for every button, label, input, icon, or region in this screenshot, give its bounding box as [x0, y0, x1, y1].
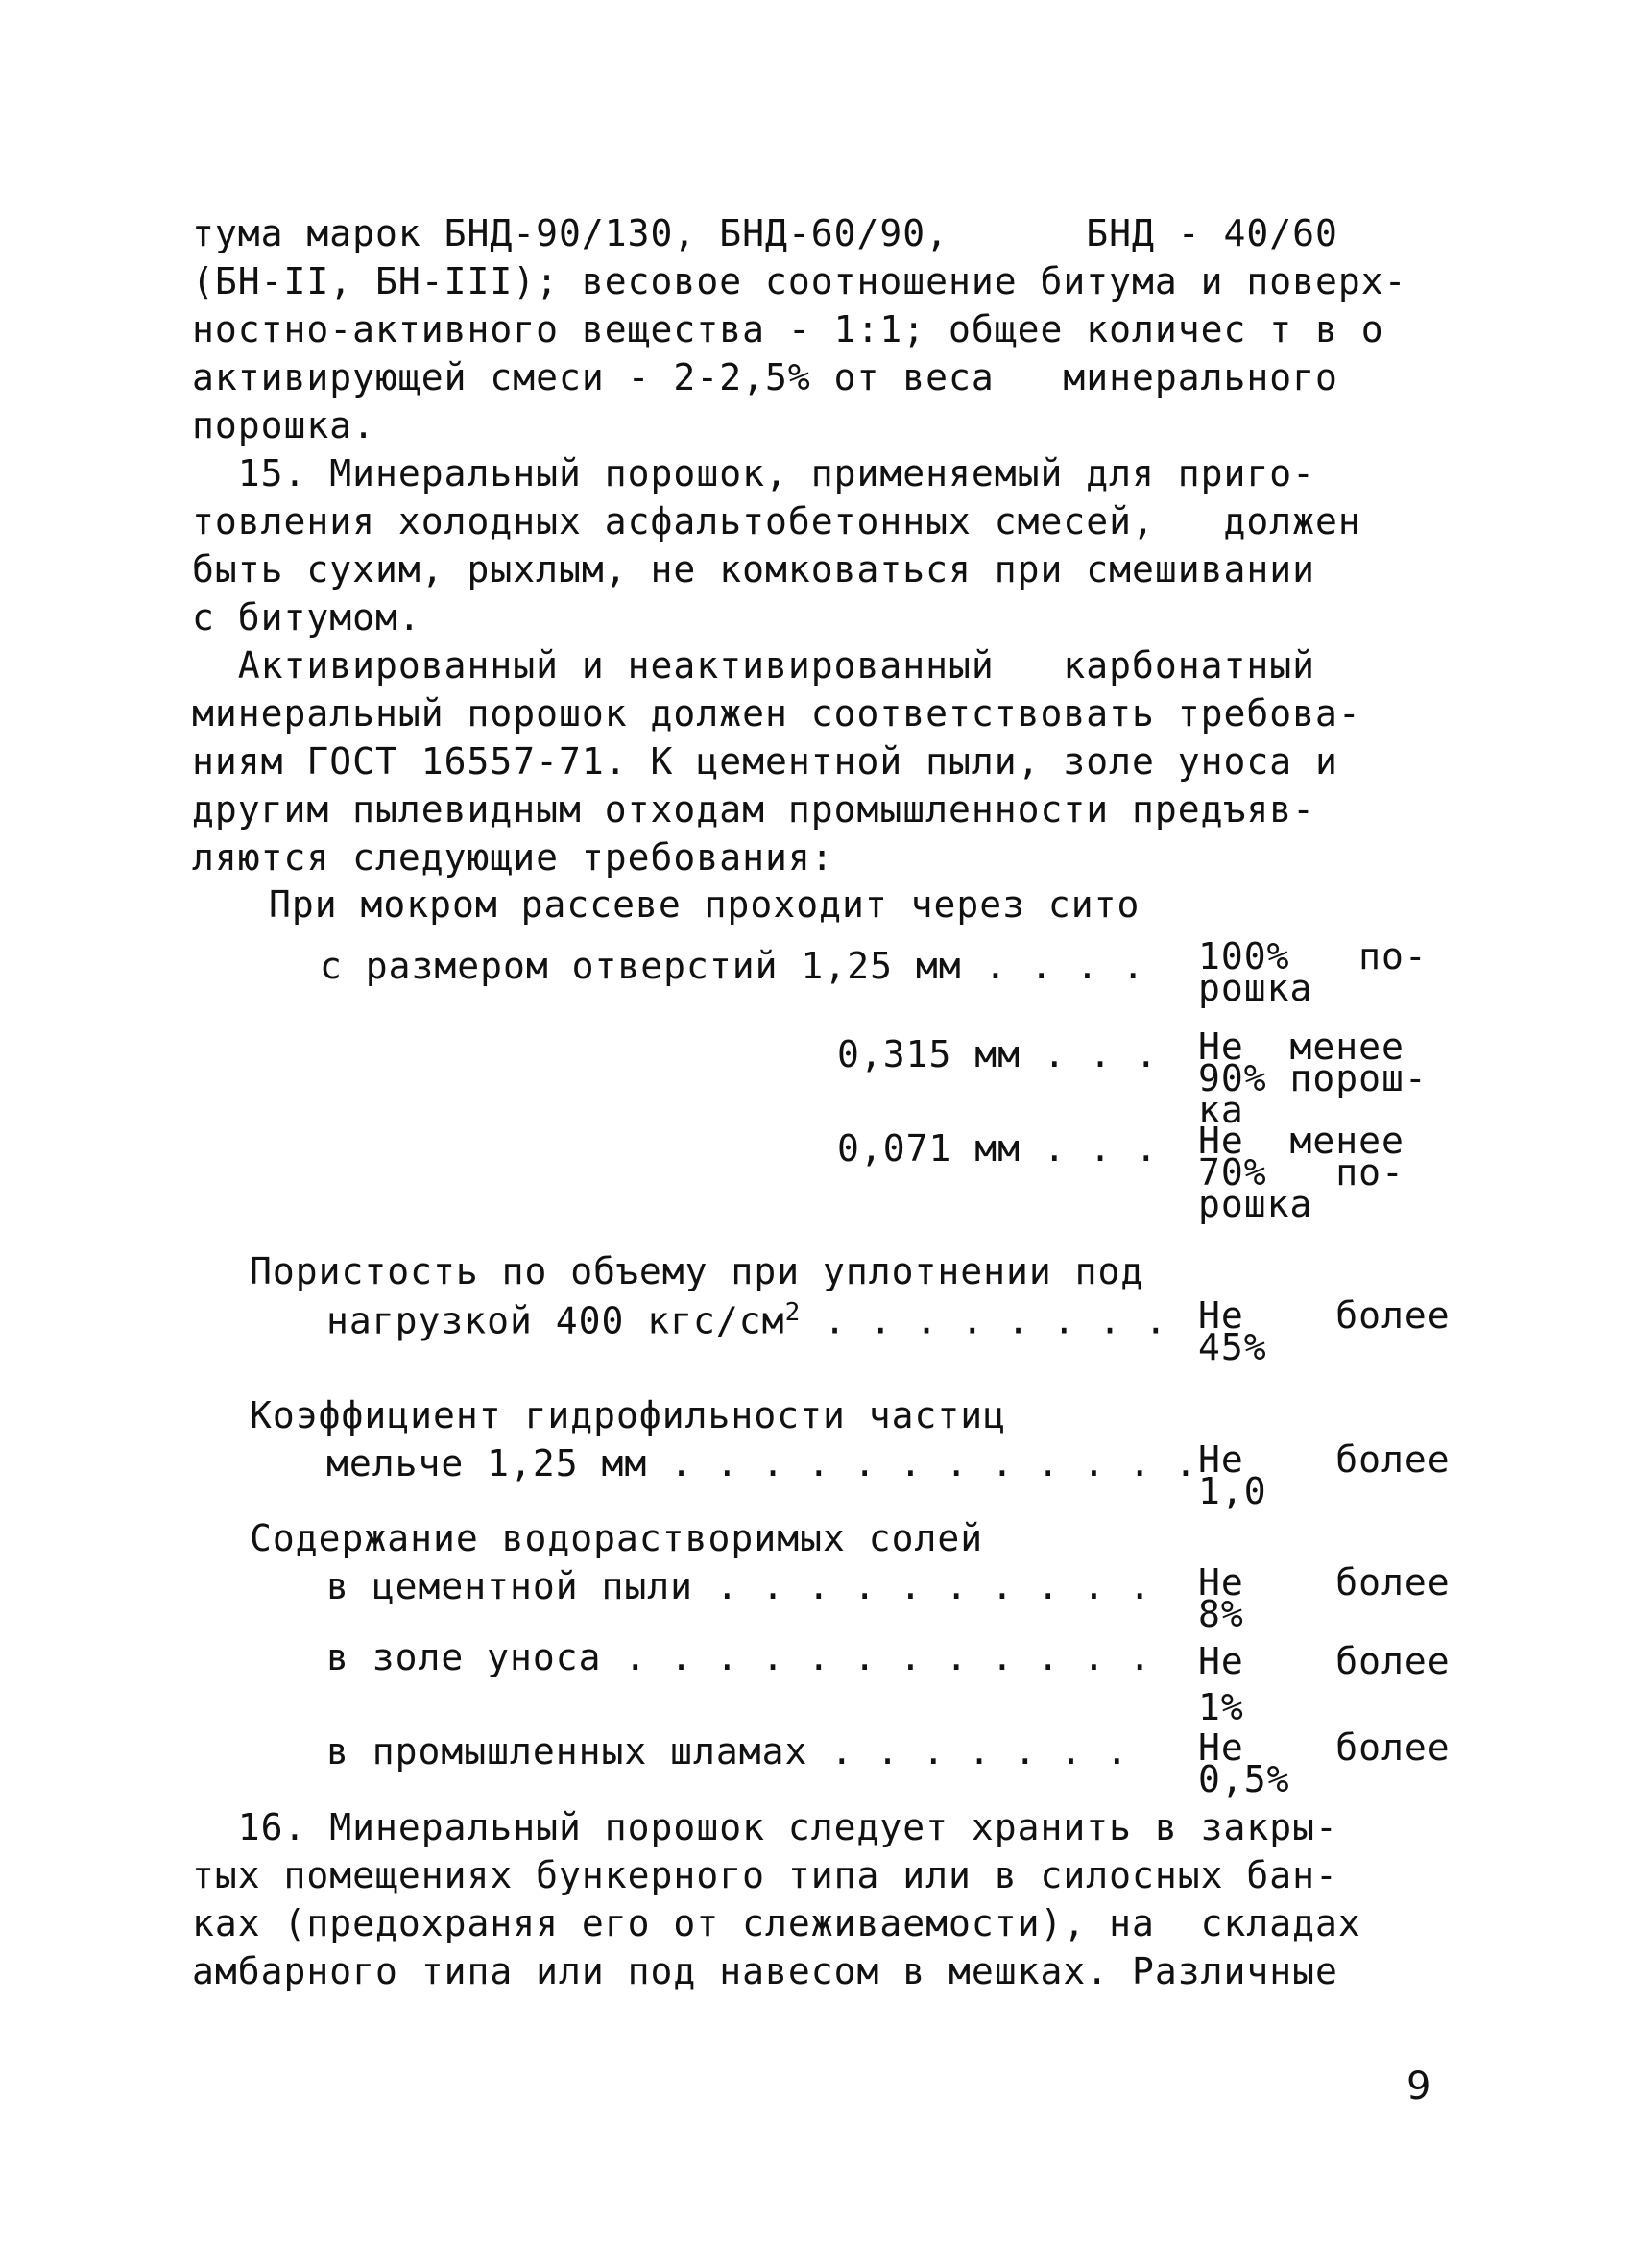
text-line: (БН-II, БН-III); весовое соотношение битума и поверх-: [192, 260, 1407, 302]
text-line: 15. Минеральный порошок, применяемый для приго-: [192, 452, 1316, 495]
value-line: Не менее: [1198, 1025, 1405, 1068]
salts-value-3: [1198, 1726, 1451, 1800]
text-line: товления холодных асфальтобетонных смесей, должен: [192, 500, 1361, 543]
salts-value-2: [1198, 1638, 1451, 1730]
sieve-value-2: [1198, 1025, 1438, 1131]
value-line: 90% порош-: [1198, 1057, 1428, 1099]
text-line: Активированный и неактивированный карбонатный: [192, 644, 1316, 687]
salts-heading: Содержание водорастворимых солей: [250, 1517, 984, 1559]
text-line: ниям ГОСТ 16557-71. К цементной пыли, золе уноса и: [192, 740, 1338, 783]
value-line: 100% по-: [1198, 935, 1428, 977]
value-line: 8%: [1198, 1593, 1244, 1635]
value-line: ка: [1198, 1089, 1244, 1131]
sieve-label-3: 0,071 мм . . .: [837, 1127, 1159, 1170]
text-line: ляются следующие требования:: [192, 836, 834, 879]
sieve-value-3: [1198, 1120, 1438, 1225]
porosity-value: [1198, 1294, 1451, 1368]
value-line: рошка: [1198, 967, 1313, 1009]
text-line: минеральный порошок должен соответствовать требова-: [192, 692, 1361, 735]
value-line: 45%: [1198, 1326, 1267, 1368]
page-number: 9: [1406, 2064, 1432, 2109]
value-line: Не более: [1198, 1561, 1451, 1604]
text-line: быть сухим, рыхлым, не комковаться при смешивании: [192, 548, 1316, 591]
value-line: 1%: [1198, 1686, 1244, 1728]
porosity-label: нагрузкой 400 кгс/см: [326, 1299, 785, 1342]
value-line: Не более: [1198, 1726, 1451, 1769]
sieve-label-2: 0,315 мм . . .: [837, 1033, 1159, 1075]
text-line: с битумом.: [192, 596, 421, 639]
porosity-heading: Пористость по объему при уплотнении под: [250, 1250, 1144, 1292]
sieve-intro: При мокром рассеве проходит через сито: [269, 883, 1141, 926]
text-line: тума марок БНД-90/130, БНД-60/90, БНД - 40/60: [192, 212, 1338, 254]
paragraph-requirements: [192, 641, 1450, 881]
hydro-label: мельче 1,25 мм . . . . . . . . . . . .: [326, 1442, 1198, 1484]
text-line: тых помещениях бункерного типа или в силосных бан-: [192, 1854, 1338, 1896]
sieve-value-1: [1198, 935, 1438, 1009]
text-line: другим пылевидным отходам промышленности предъяв-: [192, 788, 1316, 831]
value-line: 70% по-: [1198, 1151, 1405, 1194]
text-line: 16. Минеральный порошок следует хранить в закры-: [192, 1806, 1338, 1848]
porosity-label-row: [326, 1298, 1167, 1342]
porosity-exponent: 2: [784, 1298, 802, 1327]
text-line: порошка.: [192, 404, 376, 446]
paragraph-16: [192, 1803, 1450, 1995]
sieve-label-1: с размером отверстий 1,25 мм . . . .: [320, 945, 1145, 987]
salts-label-2: в золе уноса . . . . . . . . . . . .: [326, 1636, 1152, 1678]
value-line: Не более: [1198, 1640, 1451, 1682]
value-line: 1,0: [1198, 1470, 1267, 1512]
porosity-dots: . . . . . . . .: [801, 1299, 1168, 1342]
value-line: 0,5%: [1198, 1758, 1290, 1800]
paragraph-15: [192, 449, 1450, 641]
text-line: амбарного типа или под навесом в мешках. Различные: [192, 1950, 1338, 1992]
text-line: активирующей смеси - 2-2,5% от веса минерального: [192, 356, 1338, 398]
salts-value-1: [1198, 1561, 1451, 1635]
text-line: ках (предохраняя его от слеживаемости), на складах: [192, 1902, 1361, 1944]
value-line: рошка: [1198, 1183, 1313, 1225]
paragraph-1: [192, 209, 1450, 449]
text-line: ностно-активного вещества - 1:1; общее количес т в о: [192, 308, 1384, 350]
value-line: Не менее: [1198, 1120, 1405, 1162]
hydro-value: [1198, 1438, 1451, 1512]
salts-label-1: в цементной пыли . . . . . . . . . .: [326, 1565, 1152, 1607]
salts-label-3: в промышленных шламах . . . . . . .: [326, 1730, 1129, 1773]
hydro-heading: Коэффициент гидрофильности частиц: [250, 1394, 1006, 1436]
value-line: Не более: [1198, 1438, 1451, 1481]
value-line: Не более: [1198, 1294, 1451, 1337]
